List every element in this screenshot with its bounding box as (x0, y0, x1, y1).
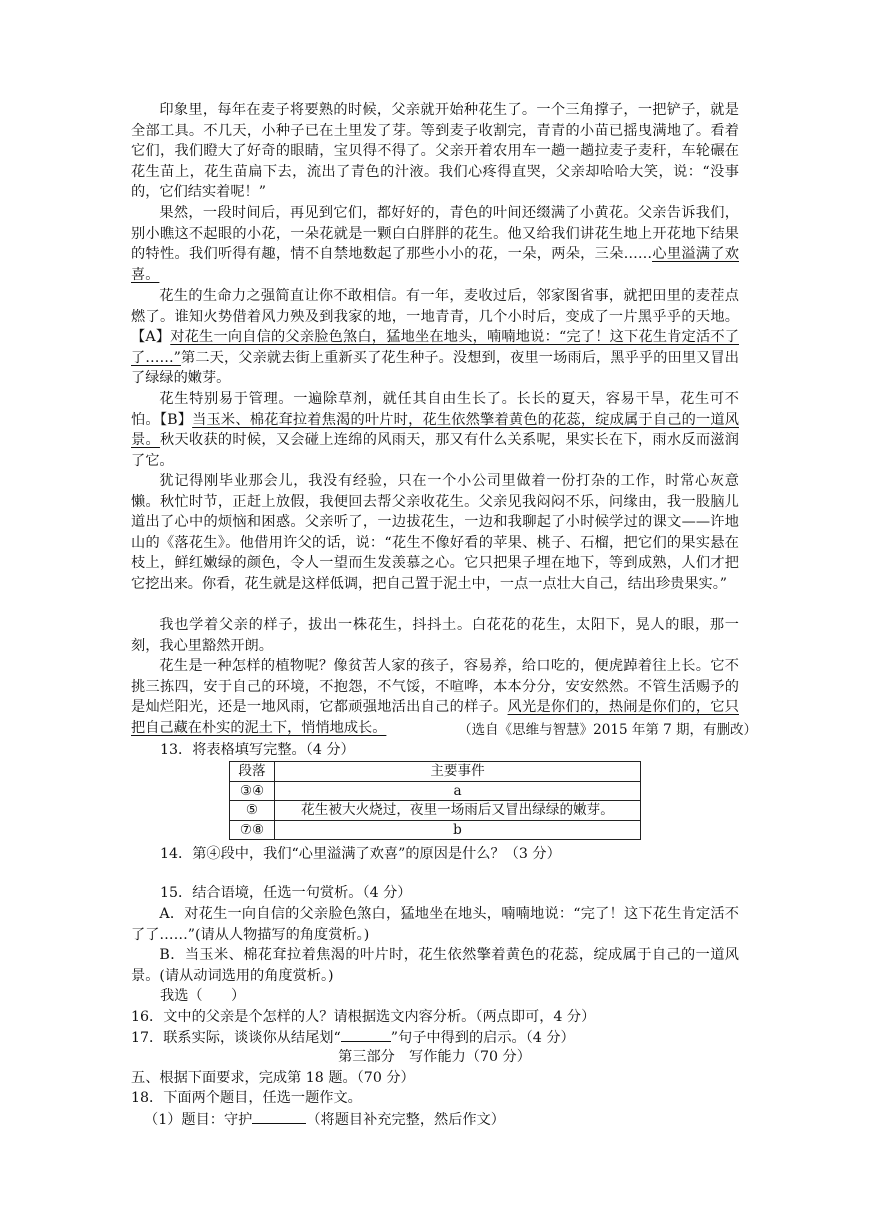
table-row (230, 781, 641, 801)
paragraph-5 (131, 471, 739, 595)
table-header-cell: 段落 (230, 762, 275, 782)
question-18-topic-1 (144, 1109, 505, 1131)
paragraph-3-text-end: 第二天，父亲就去街上重新买了花生种子。没想到，夜里一场雨后，黑乎乎的田里又冒出了绿绿的嫩芽。 (131, 349, 739, 387)
table-cell: ⑦⑧ (230, 820, 275, 840)
answer-table (229, 761, 641, 840)
underlined-sentence-joy: 心里溢满了欢喜。 (131, 246, 739, 283)
table-row (230, 820, 641, 840)
paragraph-2 (131, 203, 739, 285)
question-18-blank (252, 1109, 306, 1124)
table-header-row (230, 762, 641, 782)
question-13: 13．将表格填写完整。（4 分） (160, 742, 355, 758)
table-cell: 花生被大火烧过，夜里一场雨后又冒出绿绿的嫩芽。 (275, 801, 641, 821)
paragraph-3-text: 花生的生命力之强简直让你不敢相信。有一年，麦收过后，邻家图省事，就把田里的麦茬点燃了。谁知火势借着风力殃及到我家的地，一地青青，几个小时后，变成了一片黑乎乎的天地。【A】 (131, 288, 739, 346)
question-16: 16．文中的父亲是个怎样的人？请根据选文内容分析。（两点即可，4 分） (131, 1009, 596, 1025)
question-18-topic-1-text-end: （将题目补充完整，然后作文） (306, 1112, 505, 1128)
paragraph-4 (131, 389, 739, 471)
question-18: 18．下面两个题目，任选一题作文。 (131, 1090, 362, 1106)
paragraph-7-text: 花生是一种怎样的植物呢？像贫苦人家的孩子，容易养，给口吃的，便虎踔着往上长。它不挑三拣四，安于自己的环境，不抱怨，不气馁，不喧哗，本本分分，安安然然。不管生活赐予的是灿烂阳光，还是一地风雨，它都顽强地活出自己的样子。 (131, 658, 739, 716)
underlined-sentence-b: 当玉米、棉花耷拉着焦渴的叶片时，花生依然擎着黄色的花蕊，绽成属于自己的一道风景。 (131, 411, 739, 449)
table-cell: a (275, 781, 641, 801)
paragraph-4-text: 花生特别易于管理。一遍除草剂，就任其自由生长了。长长的夏天，容易干旱，花生可不怕。【B】 (131, 391, 739, 428)
table-row (230, 801, 641, 821)
question-14: 14．第④段中，我们“心里溢满了欢喜”的原因是什么？（3 分） (160, 846, 561, 862)
paragraph-4-text-end: 秋天收获的时候，又会碰上连绵的风雨天，那又有什么关系呢，果实长在下，雨水反而滋润了它。 (131, 432, 739, 469)
part-3-heading: 第三部分 写作能力（70 分） (338, 1049, 531, 1065)
source-citation: （选自《思维与智慧》2015 年第 7 期，有删改） (458, 722, 757, 738)
section-5-heading: 五、根据下面要求，完成第 18 题。（70 分） (131, 1070, 415, 1086)
underlined-sentence-a: 对花生一向自信的父亲脸色煞白，猛地坐在地头，喃喃地说：“完了！这下花生肯定活不了了……” (131, 329, 739, 366)
paragraph-2-text: 果然，一段时间后，再见到它们，都好好的，青色的叶间还缀满了小黄花。父亲告诉我们，别小瞧这不起眼的小花，一朵花就是一颗白白胖胖的花生。他又给我们讲花生地上开花地下结果的特性。我们听得有趣，情不自禁地数起了那些小小的花，一朵，两朵，三朵…… (131, 205, 739, 263)
question-15: 15．结合语境，任选一句赏析。（4 分） (160, 885, 412, 901)
table-header-cell: 主要事件 (275, 762, 641, 782)
table-cell: ③④ (230, 781, 275, 801)
question-15-choice: 我选（ ） (160, 988, 246, 1004)
paragraph-6-text: 我也学着父亲的样子，拔出一株花生，抖抖土。白花花的花生，太阳下，晃人的眼，那一刻，我心里豁然开朗。 (131, 617, 739, 654)
question-17-text: 17．联系实际，谈谈你从结尾划“ (131, 1030, 341, 1046)
paragraph-6 (131, 615, 739, 656)
question-17 (131, 1027, 575, 1049)
question-15-option-a: A．对花生一向自信的父亲脸色煞白，猛地坐在地头，喃喃地说：“完了！这下花生肯定活不了了……”(请从人物描写的角度赏析。) (131, 906, 739, 943)
table-cell: ⑤ (230, 801, 275, 821)
paragraph-1-text: 印象里，每年在麦子将要熟的时候，父亲就开始种花生了。一个三角撑子，一把铲子，就是全部工具。不几天，小种子已在土里发了芽。等到麦子收割完，青青的小苗已摇曳满地了。看着它们，我们瞪大了好奇的眼睛，宝贝得不得了。父亲开着农用车一趟一趟拉麦子麦秆，车轮碾在花生苗上，花生苗扁下去，流出了青色的汁液。我们心疼得直哭，父亲却哈哈大笑，说：“没事的，它们结实着呢！” (131, 102, 739, 201)
question-18-topic-1-text: （1）题目：守护 (144, 1112, 253, 1128)
paragraph-5-text: 犹记得刚毕业那会儿，我没有经验，只在一个小公司里做着一份打杂的工作，时常心灰意懒。秋忙时节，正赶上放假，我便回去帮父亲收花生。父亲见我闷闷不乐，问缘由，我一股脑儿道出了心中的烦恼和困惑。父亲听了，一边拔花生，一边和我聊起了小时候学过的课文——许地山的《落花生》。他借用许父的话，说：“花生不像好看的苹果、桃子、石榴，把它们的果实悬在枝上，鲜红嫩绿的颜色，令人一望而生发羡慕之心。它只把果子埋在地下，等到成熟，人们才把它挖出来。你看，花生就是这样低调，把自己置于泥土中，一点一点壮大自己，结出珍贵果实。” (131, 473, 739, 592)
paragraph-3 (131, 286, 739, 389)
question-15-option-b: B．当玉米、棉花耷拉着焦渴的叶片时，花生依然擎着黄色的花蕊，绽成属于自己的一道风景。(请从动词选用的角度赏析。) (131, 947, 739, 984)
paragraph-1 (131, 100, 739, 203)
question-17-text-end: ”句子中得到的启示。（4 分） (390, 1030, 575, 1046)
underlined-sentence-ending: 风光是你们的，热闹是你们的，它只把自己藏在朴实的泥土下，悄悄地成长。 (131, 699, 739, 736)
table-cell: b (275, 820, 641, 840)
question-17-blank (341, 1027, 391, 1042)
